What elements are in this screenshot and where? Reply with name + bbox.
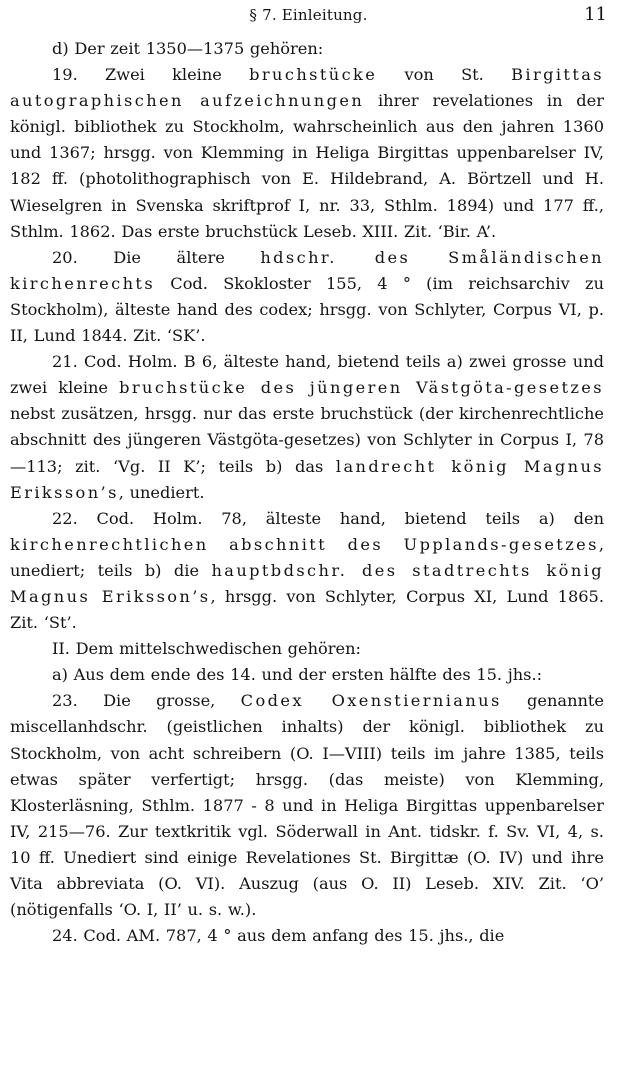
emphasized-title: landrecht könig Magnus Eriksson’s xyxy=(10,456,604,502)
text-run: 21. Cod. Holm. B 6, älteste hand, bietend teils a) zwei grosse und zwei kleine xyxy=(10,352,604,398)
text-run: nebst zusätzen, hrsgg. nur das erste bruchstück (der kirchenrechtliche abschnitt des jüngeren Västgöta-gesetzes) von Schlyter in Corpus I, 78—113; zit. ‘Vg. II K’; teils b) das xyxy=(10,404,604,476)
body-text xyxy=(10,36,604,949)
text-run: von St. xyxy=(377,65,512,85)
emphasized-title: bruchstücke xyxy=(249,65,378,85)
emphasized-title: Birgittas autographischen aufzeichnungen xyxy=(10,65,604,111)
text-run: , hrsgg. von Schlyter, Corpus XI, Lund 1865. Zit. ‘St’. xyxy=(10,586,604,633)
text-run: 22. Cod. Holm. 78, älteste hand, bietend teils a) den xyxy=(52,508,604,528)
page-number: 11 xyxy=(584,4,607,25)
text-run: 24. Cod. AM. 787, 4 ° aus dem anfang des 15. jhs., die xyxy=(52,926,505,946)
text-run: d) Der zeit 1350—1375 gehören: xyxy=(52,39,324,58)
section-heading-II xyxy=(10,636,604,662)
entry-23 xyxy=(10,688,604,923)
entry-20 xyxy=(10,245,604,349)
entry-21 xyxy=(10,349,604,506)
text-run: 23. Die grosse, xyxy=(52,691,241,711)
emphasized-title: hdschr. des Småländischen kirchenrechts xyxy=(10,247,604,293)
text-run: ihrer revelationes in der königl. bibliothek zu Stockholm, wahrscheinlich aus den jahren 1360 und 1367; hrsgg. von Klemming in Heliga Birgittas uppenbarelser IV, 182 ff. (photolithographisch von E. Hildebrand, A. Börtzell und H. Wieselgren in Svenska skriftprof I, nr. 33, Sthlm. 1894) und 177 ff., Sthlm. 1862. Das erste bruchstück Leseb. XIII. Zit. ‘Bir. A’. xyxy=(10,91,604,241)
emphasized-title: hauptbdschr. des stadtrechts könig Magnus Eriksson’s xyxy=(10,560,604,606)
entry-22 xyxy=(10,506,604,636)
emphasized-title: Codex Oxenstiernianus xyxy=(240,691,502,711)
text-run: , unediert. xyxy=(118,482,205,502)
emphasized-title: kirchenrechtlichen abschnitt des Upplands-gesetzes xyxy=(10,534,599,554)
text-run: 20. Die ältere xyxy=(52,247,261,267)
text-run: Cod. Skokloster 155, 4 ° (im reichsarchiv zu Stockholm), älteste hand des codex; hrsgg. von Schlyter, Corpus VI, p. II, Lund 1844. Zit. ‘SK’. xyxy=(10,273,604,346)
text-run: a) Aus dem ende des 14. und der ersten hälfte des 15. jhs.: xyxy=(52,665,543,685)
text-run: 19. Zwei kleine xyxy=(52,65,250,85)
running-header xyxy=(10,4,607,28)
paragraph-d xyxy=(10,36,604,62)
subsection-heading-a xyxy=(10,662,604,688)
text-run: genannte miscellanhdschr. (geistlichen inhalts) der königl. bibliothek zu Stockholm, von acht schreibern (O. I—VIII) teils im jahre 1385, teils etwas später verfertigt; hrsgg. (das meiste) von Klemming, Klosterläsning, Sthlm. 1877 - 8 und in Heliga Birgittas uppenbarelser IV, 215—76. Zur textkritik vgl. Söderwall in Ant. tidskr. f. Sv. VI, 4, s. 10 ff. Unediert sind einige Revelationes St. Birgittæ (O. IV) und ihre Vita abbreviata (O. VI). Auszug (aus O. II) Leseb. XIV. Zit. ‘O’ (nötigenfalls ‘O. I, II’ u. s. w.). xyxy=(10,691,604,920)
text-run: II. Dem mittelschwedischen gehören: xyxy=(52,639,361,659)
emphasized-title: bruchstücke des jüngeren Västgöta-gesetzes xyxy=(119,378,604,398)
entry-19 xyxy=(10,62,604,245)
section-title: § 7. Einleitung. xyxy=(249,6,368,24)
text-run: , unediert; teils b) die xyxy=(10,534,604,580)
entry-24 xyxy=(10,923,604,949)
